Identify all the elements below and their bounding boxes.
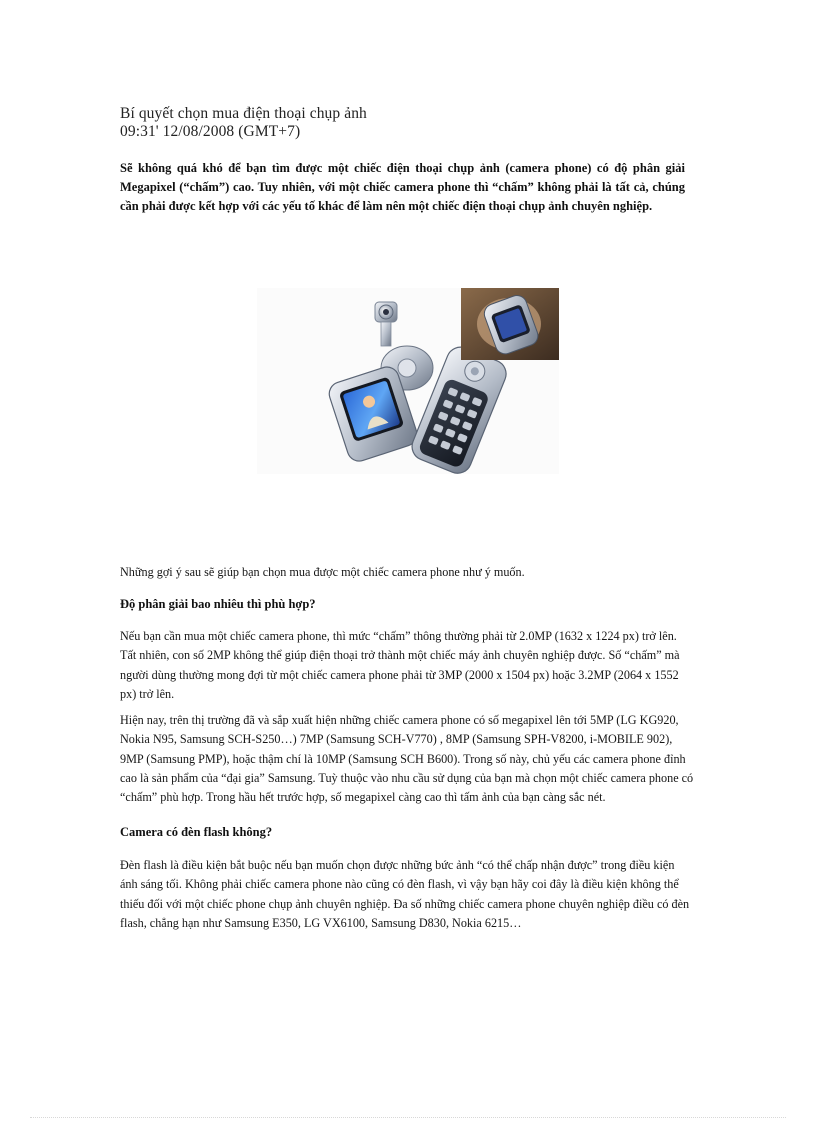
flash-paragraph: Đèn flash là điều kiện bắt buộc nếu bạn muốn chọn được những bức ảnh “có thể chấp nhận được” trong điều kiện ánh sáng tối. Không phải chiếc camera phone nào cũng có đèn flash, vì vậy bạn hãy coi đây là điều kiện không thể thiếu đối với một chiếc phone chụp ảnh chuyên nghiệp. Đa số những chiếc camera phone chuyên nghiệp điều có đèn flash, chẳng hạn như Samsung E350, LG VX6100, Samsung D830, Nokia 6215…	[120, 858, 690, 930]
article-lead: Sẽ không quá khó để bạn tìm được một chiếc điện thoại chụp ảnh (camera phone) có độ phân giải Megapixel (“chấm”) cao. Tuy nhiên, với một chiếc camera phone thì “chấm” không phải là tất cả, chúng cần phải được kết hợp với các yếu tố khác để làm nên một chiếc điện thoại chụp ảnh chuyên nghiệp.	[120, 161, 685, 213]
intro-paragraph: Những gợi ý sau sẽ giúp bạn chọn mua được một chiếc camera phone như ý muốn.	[120, 565, 525, 579]
section-heading-resolution: Độ phân giải bao nhiêu thì phù hợp?	[120, 597, 316, 611]
article-title: Bí quyết chọn mua điện thoại chụp ảnh	[120, 105, 367, 122]
camera-phone-photo	[257, 288, 559, 474]
resolution-paragraph-1: Nếu bạn cần mua một chiếc camera phone, thì mức “chấm” thông thường phải từ 2.0MP (1632 x 1224 px) trở lên. Tất nhiên, con số 2MP không thể giúp điện thoại trở thành một chiếc máy ảnh chuyên nghiệp được. Số “chấm” mà người dùng thường mong đợi từ một chiếc camera phone phải từ 3MP (2000 x 1504 px) hoặc 3.2MP (2064 x 1552 px) trở lên.	[120, 629, 680, 701]
article-timestamp: 09:31' 12/08/2008 (GMT+7)	[120, 123, 301, 140]
page-bottom-divider	[30, 1117, 786, 1118]
article-header	[120, 105, 367, 141]
resolution-paragraph-2: Hiện nay, trên thị trường đã và sắp xuất hiện những chiếc camera phone có số megapixel lên tới 5MP (LG KG920, Nokia N95, Samsung SCH-S250…) 7MP (Samsung SCH-V770) , 8MP (Samsung SPH-V8200, i-MOBILE 902), 9MP (Samsung PMP), hoặc thậm chí là 10MP (Samsung SCH B600). Trong số này, chủ yếu các camera phone đỉnh cao là sản phẩm của “đại gia” Samsung. Tuỳ thuộc vào nhu cầu sử dụng của bạn mà chọn một chiếc camera phone có “chấm” phù hợp. Trong hầu hết trước hợp, số megapixel càng cao thì tấm ảnh của bạn càng sắc nét.	[120, 713, 694, 805]
section-heading-flash: Camera có đèn flash không?	[120, 825, 273, 839]
